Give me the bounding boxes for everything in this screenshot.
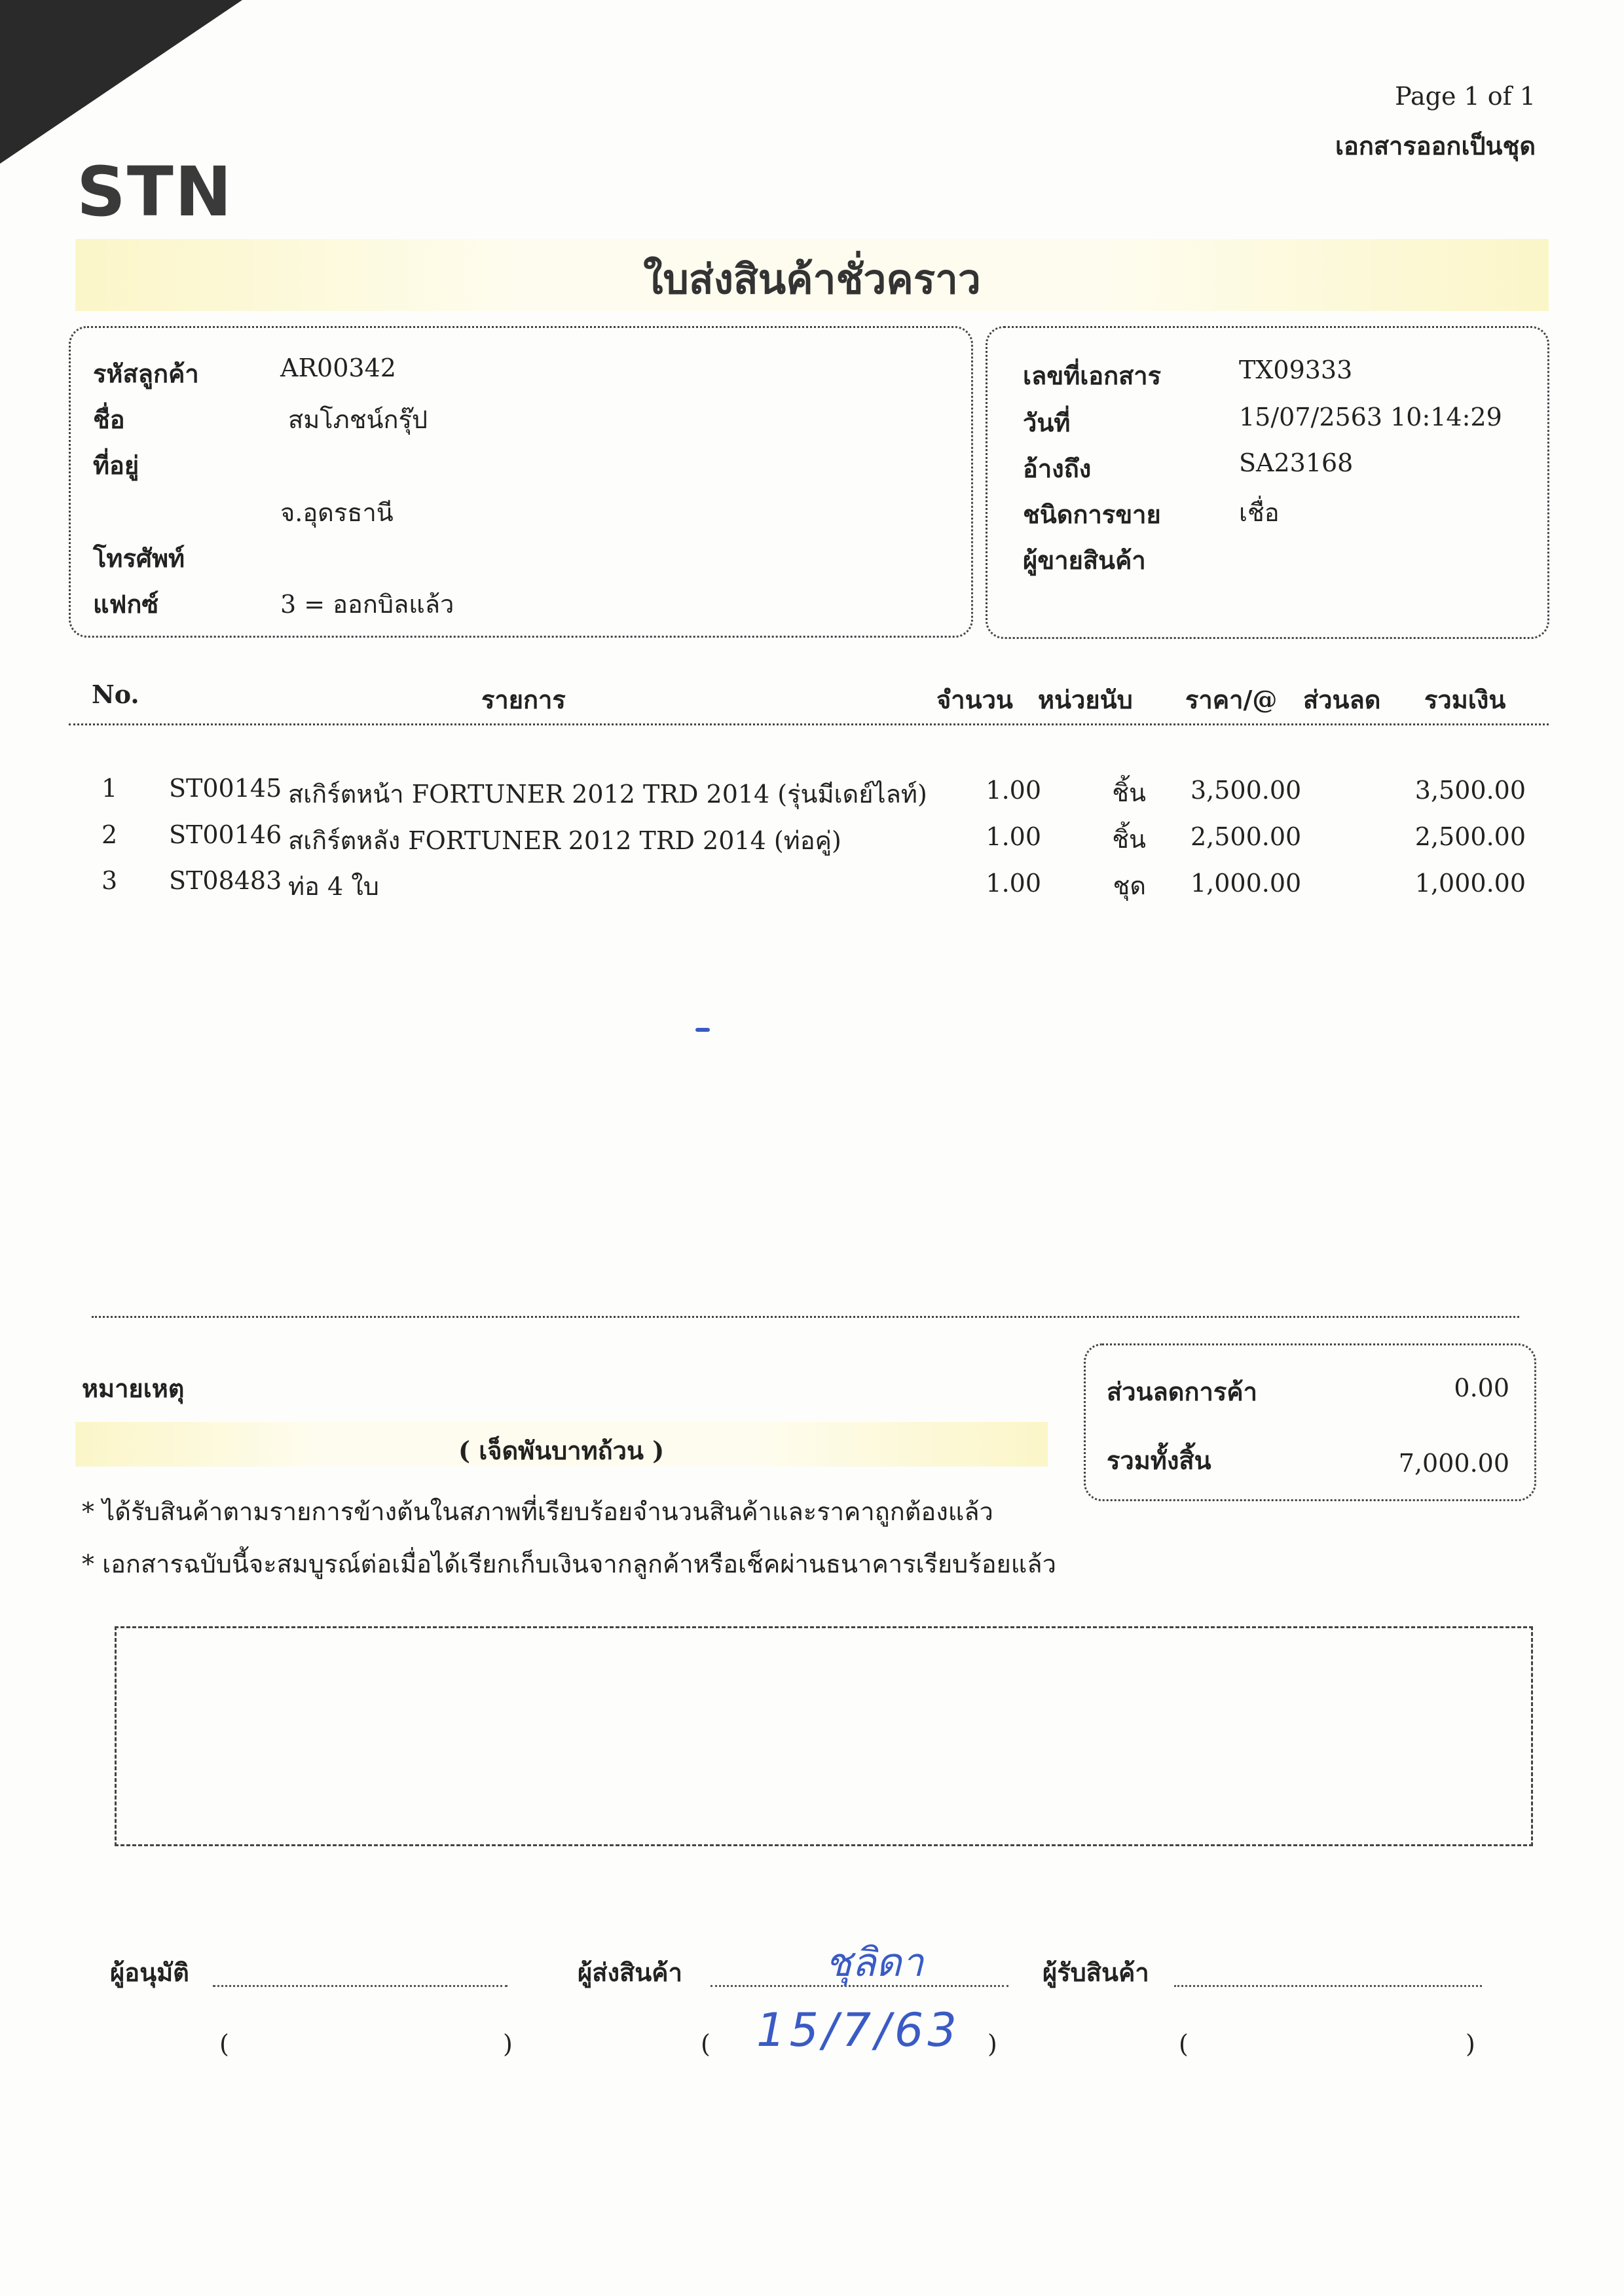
row-qty: 1.00 [986,869,1041,898]
document-date-label: วันที่ [1023,408,1071,437]
row-total: 3,500.00 [1414,776,1526,805]
row-price: 2,500.00 [1190,822,1302,851]
document-no-label: เลขที่เอกสาร [1023,361,1162,390]
customer-phone-label: โทรศัพท์ [93,543,185,573]
pen-mark [695,1028,710,1032]
document-no: TX09333 [1239,355,1353,384]
row-code: ST00145 [169,774,282,803]
sender-label: ผู้ส่งสินค้า [578,1958,682,1987]
row-no: 3 [101,866,118,895]
row-code: ST00146 [169,820,282,849]
company-logo: STN [77,152,233,232]
col-header-item: รายการ [481,685,566,714]
row-qty: 1.00 [986,776,1041,805]
approver-name-paren-open: ( [219,2030,229,2058]
row-code: ST08483 [169,866,282,895]
row-total: 1,000.00 [1414,869,1526,898]
document-date: 15/07/2563 10:14:29 [1239,403,1502,431]
table-header-rule [69,723,1549,725]
receiver-label: ผู้รับสินค้า [1043,1958,1149,1987]
document-ref-label: อ้างถึง [1023,454,1092,483]
sale-type-label: ชนิดการขาย [1023,500,1161,529]
remark-note-2: * เอกสารฉบับนี้จะสมบูรณ์ต่อเมื่อได้เรียกเก็บเงินจากลูกค้าหรือเช็คผ่านธนาคารเรียบร้อยแล้ว [82,1550,1056,1578]
col-header-no: No. [92,680,139,709]
row-description: สเกิร์ตหน้า FORTUNER 2012 TRD 2014 (รุ่นมีเดย์ไลท์) [288,780,927,809]
customer-info-box [69,326,973,638]
sender-name-paren-close: ) [987,2030,997,2058]
sender-signature: ชุลิดา [825,1940,924,1986]
scan-dark-corner [0,0,242,164]
customer-fax-label: แฟกซ์ [93,589,159,619]
col-header-discount: ส่วนลด [1303,685,1381,714]
approver-label: ผู้อนุมัติ [110,1958,189,1987]
seller-label: ผู้ขายสินค้า [1023,545,1146,575]
sender-name-paren-open: ( [701,2030,710,2058]
row-description: ท่อ 4 ใบ [288,872,379,901]
approver-name-paren-close: ) [503,2030,513,2058]
remark-note-1: * ได้รับสินค้าตามรายการข้างต้นในสภาพที่เรียบร้อยจำนวนสินค้าและราคาถูกต้องแล้ว [82,1497,993,1526]
col-header-qty: จำนวน [936,685,1013,714]
trade-discount-value: 0.00 [1454,1374,1509,1402]
customer-address-label: ที่อยู่ [93,450,139,480]
page-number: Page 1 of 1 [1395,82,1536,111]
trade-discount-label: ส่วนลดการค้า [1107,1377,1257,1406]
stamp-area-box [115,1626,1533,1846]
grand-total-value: 7,000.00 [1398,1449,1509,1478]
customer-name-label: ชื่อ [93,405,125,434]
receiver-name-paren-close: ) [1466,2030,1475,2058]
col-header-total: รวมเงิน [1424,685,1506,714]
row-unit: ชุด [1113,871,1146,900]
row-total: 2,500.00 [1414,822,1526,851]
receiver-name-paren-open: ( [1179,2030,1189,2058]
grand-total-label: รวมทั้งสิ้น [1107,1446,1211,1475]
customer-name: สมโภชน์กรุ๊ป [288,405,428,434]
sender-date: 15/7/63 [756,2003,961,2057]
row-description: สเกิร์ตหลัง FORTUNER 2012 TRD 2014 (ท่อคู่) [288,826,841,855]
row-no: 2 [101,820,118,849]
col-header-price: ราคา/@ [1185,685,1278,714]
col-header-unit: หน่วยนับ [1038,685,1133,714]
row-price: 3,500.00 [1190,776,1302,805]
row-unit: ชิ้น [1112,778,1146,807]
customer-code: AR00342 [280,354,396,382]
customer-address: จ.อุดรธานี [280,498,394,527]
row-qty: 1.00 [986,822,1041,851]
document-ref: SA23168 [1239,448,1354,477]
document-title: ใบส่งสินค้าชั่วคราว [643,255,981,303]
receiver-signature-line [1174,1985,1482,1987]
row-unit: ชิ้น [1112,825,1146,854]
approver-signature-line [213,1985,507,1987]
items-end-rule [92,1316,1519,1318]
remarks-label: หมายเหตุ [82,1374,185,1403]
amount-in-words: ( เจ็ดพันบาทถ้วน ) [458,1436,665,1465]
row-no: 1 [101,774,118,803]
sale-type: เชื่อ [1239,498,1280,527]
customer-code-label: รหัสลูกค้า [93,359,199,388]
row-price: 1,000.00 [1190,869,1302,898]
customer-fax: 3 = ออกบิลแล้ว [280,590,454,619]
document-set-note: เอกสารออกเป็นชุด [1335,131,1536,160]
